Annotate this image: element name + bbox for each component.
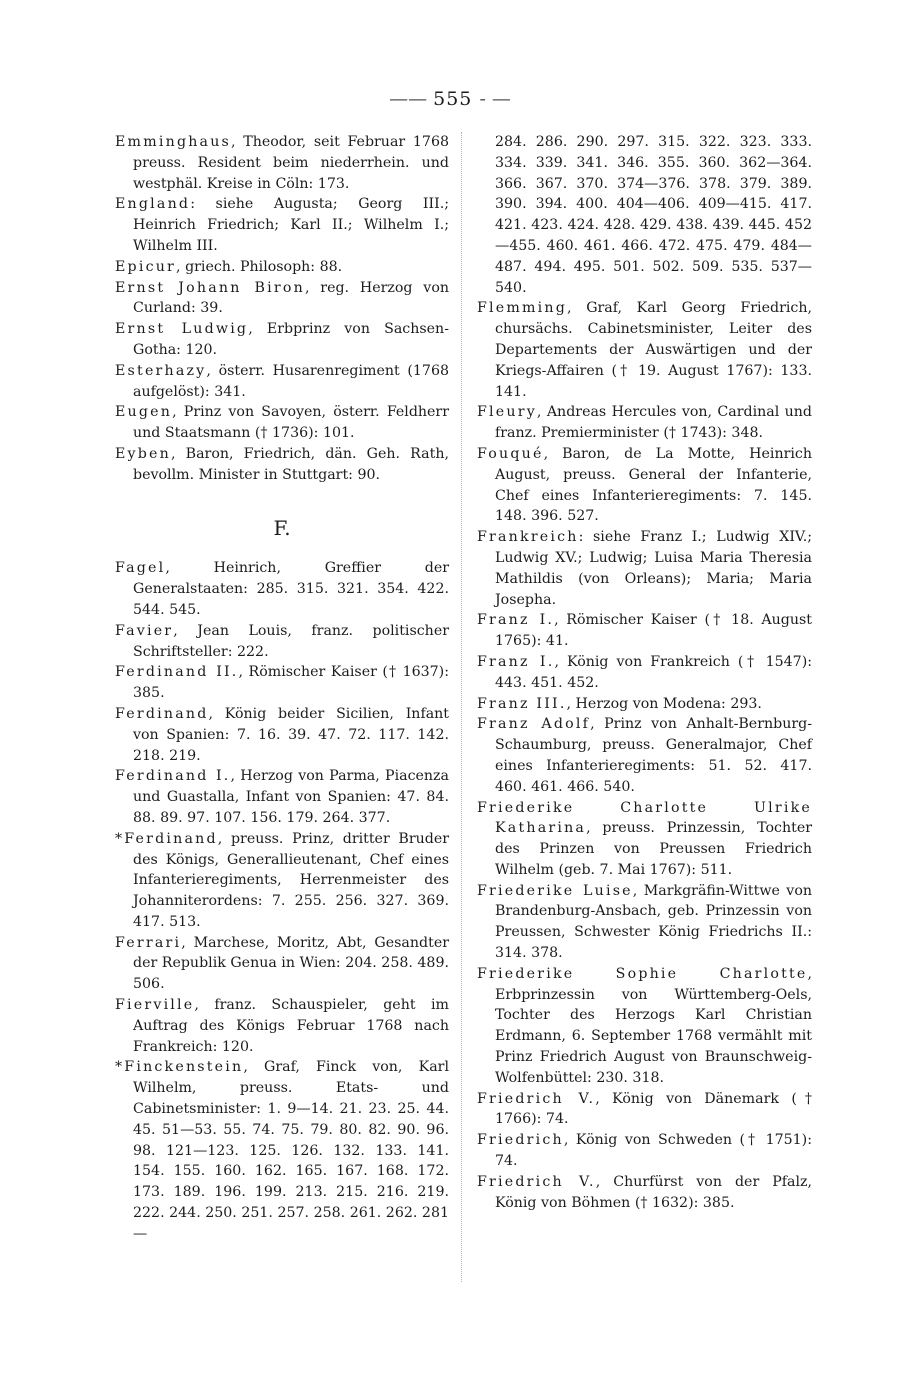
- entry-name: Flemming: [477, 300, 568, 317]
- index-entry: [115, 766, 449, 828]
- section-letter: F.: [273, 515, 291, 540]
- left-column: [115, 132, 449, 1245]
- entry-text: , Herzog von Modena: 293.: [566, 695, 762, 712]
- entry-text: , Jean Louis, franz. politischer Schriftsteller: 222.: [133, 622, 449, 660]
- entry-name: Fleury: [477, 404, 537, 421]
- entry-text: , griech. Philosoph: 88.: [176, 258, 343, 275]
- entry-name: Friederike Charlotte Ulrike Katharina: [477, 799, 812, 837]
- index-entry: [115, 194, 449, 256]
- header-dash-right: - —: [479, 88, 511, 110]
- entry-name: Ernst Johann Biron: [115, 279, 305, 296]
- index-entry: [477, 1130, 812, 1172]
- entry-text: , Römischer Kaiser († 1637): 385.: [133, 664, 449, 702]
- index-entry: [115, 132, 449, 194]
- entry-name: England: [115, 196, 191, 213]
- entry-text: , Prinz von Anhalt-Bernburg-Schaumburg, preuss. Generalmajor, Chef eines Infanterieregiments: 51. 52. 417. 460. 461. 466. 540.: [495, 716, 812, 795]
- index-entry: [115, 402, 449, 444]
- index-entry: [115, 361, 449, 403]
- entry-name: Fagel: [115, 560, 166, 577]
- entry-name: Epicur: [115, 258, 177, 275]
- index-entry: [115, 829, 449, 933]
- entry-name: Frankreich: [477, 529, 579, 546]
- index-entry: [115, 933, 449, 995]
- continuation-entry: 284. 286. 290. 297. 315. 322. 323. 333. 334. 339. 341. 346. 355. 360. 362—364. 366. 367. 370. 374—376. 378. 379. 389. 390. 394. 400. 404—406. 409—415. 417. 421. 423. 424. 428. 429. 438. 439. 445. 452—455. 460. 461. 466. 472. 475. 479. 484—487. 494. 495. 501. 502. 509. 535. 537—540.: [495, 134, 812, 296]
- entry-name: Friedrich V.: [477, 1173, 596, 1190]
- index-entry: [477, 527, 812, 610]
- index-entry: [115, 621, 449, 663]
- entry-name: Franz Adolf: [477, 716, 591, 733]
- entry-text: , Marchese, Moritz, Abt, Gesandter der Republik Genua in Wien: 204. 258. 489. 506.: [133, 934, 449, 993]
- index-entry: [115, 662, 449, 704]
- index-entry: [477, 881, 812, 964]
- index-entry: [477, 1089, 812, 1131]
- entry-text: , österr. Husarenregiment (1768 aufgelöst): 341.: [133, 362, 449, 400]
- entry-name: Franz I.: [477, 612, 555, 629]
- index-entry: [477, 402, 812, 444]
- index-entry: [115, 257, 449, 278]
- entry-text: , König von Schweden († 1751): 74.: [495, 1132, 812, 1170]
- entry-text: , Prinz von Savoyen, österr. Feldherr und Staatsmann († 1736): 101.: [133, 404, 449, 442]
- index-entry: [477, 694, 812, 715]
- entry-text: : siehe Franz I.; Ludwig XIV.; Ludwig XV.; Ludwig; Luisa Maria Theresia Mathildis (von Orleans); Maria; Maria Josepha.: [495, 529, 812, 608]
- entry-name: Ferdinand I.: [115, 768, 231, 785]
- entry-name: Ernst Ludwig: [115, 321, 249, 338]
- entries-f-left: [115, 558, 449, 1244]
- index-entry: [477, 798, 812, 881]
- entry-name: Friederike Sophie Charlotte: [477, 965, 808, 982]
- entry-text: , Andreas Hercules von, Cardinal und franz. Premierminister († 1743): 348.: [495, 404, 812, 442]
- entry-text: , Erbprinzessin von Württemberg-Oels, Tochter des Herzogs Karl Christian Erdmann, 6. September 1768 vermählt mit Prinz Friedrich August von Braunschweig-Wolfenbüttel: 230. 318.: [495, 965, 812, 1086]
- entry-text: , Theodor, seit Februar 1768 preuss. Resident beim niederrhein. und westphäl. Kreise in Cöln: 173.: [133, 134, 449, 192]
- entry-text: , preuss. Prinzessin, Tochter des Prinzen von Preussen Friedrich Wilhelm (geb. 7. Mai 1767): 511.: [495, 820, 812, 878]
- index-entry: [115, 558, 449, 620]
- entry-name: Esterhazy: [115, 362, 207, 379]
- index-entry: [115, 444, 449, 486]
- entry-name: Friedrich V.: [477, 1090, 596, 1107]
- entry-text: , franz. Schauspieler, geht im Auftrag des Königs Februar 1768 nach Frankreich: 120.: [133, 997, 449, 1055]
- entry-text: , König beider Sicilien, Infant von Spanien: 7. 16. 39. 47. 72. 117. 142. 218. 219.: [133, 705, 449, 764]
- index-entry: [477, 610, 812, 652]
- entry-name: Franz I.: [477, 653, 555, 670]
- index-entry: [477, 714, 812, 797]
- entry-name: Fouqué: [477, 445, 544, 462]
- entry-text: , Römischer Kaiser († 18. August 1765): 41.: [495, 612, 812, 650]
- index-entry: [115, 995, 449, 1057]
- page-number: 555: [433, 88, 473, 110]
- entries-f-right: [477, 298, 812, 1213]
- entry-name: Favier: [115, 622, 174, 639]
- entry-text: , Heinrich, Greffier der Generalstaaten: 285. 315. 321. 354. 422. 544. 545.: [133, 560, 449, 618]
- page-header: [0, 88, 900, 110]
- entry-name: Ferrari: [115, 934, 182, 951]
- index-entry: [477, 964, 812, 1089]
- entry-name: Friedrich: [477, 1132, 564, 1149]
- entry-name: Franz III.: [477, 695, 567, 712]
- index-entry: [477, 652, 812, 694]
- index-entry: [115, 704, 449, 766]
- index-entry: [477, 298, 812, 402]
- entry-name: Ferdinand: [115, 705, 209, 722]
- right-column: [477, 132, 812, 1213]
- entry-text: , König von Frankreich († 1547): 443. 451. 452.: [495, 653, 813, 691]
- entry-text: , Baron, de La Motte, Heinrich August, preuss. General der Infanterie, Chef eines Infanterieregiments: 7. 145. 148. 396. 527.: [495, 445, 812, 525]
- entry-name: Ferdinand II.: [115, 664, 239, 681]
- entry-text: , Herzog von Parma, Piacenza und Guastalla, Infant von Spanien: 47. 84. 88. 89. 97. 107. 156. 179. 264. 377.: [133, 768, 449, 826]
- entry-name: Friederike Luise: [477, 882, 633, 899]
- entry-text: : siehe Augusta; Georg III.; Heinrich Friedrich; Karl II.; Wilhelm I.; Wilhelm III.: [133, 196, 449, 254]
- entry-text: , König von Dänemark († 1766): 74.: [495, 1090, 812, 1128]
- entry-name: Emminghaus: [115, 134, 232, 150]
- index-entry: [115, 319, 449, 361]
- entry-text: , Graf, Karl Georg Friedrich, chursächs. Cabinetsminister, Leiter des Departements der Auswärtigen und der Kriegs-Affairen († 19. August 1767): 133. 141.: [495, 300, 812, 400]
- index-entry: [115, 1057, 449, 1244]
- entry-text: , Baron, Friedrich, dän. Geh. Rath, bevollm. Minister in Stuttgart: 90.: [133, 445, 449, 483]
- entry-text: , Markgräfin-Wittwe von Brandenburg-Ansbach, geb. Prinzessin von Preussen, Schwester König Friedrichs II.: 314. 378.: [495, 882, 812, 962]
- column-divider: [461, 132, 462, 1282]
- entry-name: Eyben: [115, 445, 171, 462]
- entries-e: [115, 132, 449, 486]
- entry-text: , Churfürst von der Pfalz, König von Böhmen († 1632): 385.: [495, 1173, 812, 1211]
- index-entry: [477, 444, 812, 527]
- index-entry: [115, 278, 449, 320]
- entry-name: Eugen: [115, 404, 173, 421]
- entry-text: , Graf, Finck von, Karl Wilhelm, preuss. Etats- und Cabinetsminister: 1. 9—14. 21. 23. 25. 44. 45. 51—53. 55. 74. 75. 79. 80. 82. 90. 96. 98. 121—123. 125. 126. 132. 133. 141. 154. 155. 160. 162. 165. 167. 168. 172. 173. 189. 196. 199. 213. 215. 216. 219. 222. 244. 250. 251. 257. 258. 261. 262. 281—: [133, 1059, 449, 1242]
- entry-name: Fierville: [115, 997, 195, 1014]
- entry-text: , preuss. Prinz, dritter Bruder des Königs, Generallieutenant, Chef eines Infanterieregiments, Herrenmeister des Johanniterordens: 7. 255. 256. 327. 369. 417. 513.: [133, 830, 449, 930]
- entry-text: , Erbprinz von Sachsen-Gotha: 120.: [133, 321, 449, 358]
- header-dash-left: ——: [389, 88, 434, 110]
- entry-name: *Ferdinand: [115, 830, 218, 847]
- entry-name: *Finckenstein: [115, 1059, 244, 1076]
- index-entry: [477, 1172, 812, 1214]
- entry-text: , reg. Herzog von Curland: 39.: [133, 279, 449, 317]
